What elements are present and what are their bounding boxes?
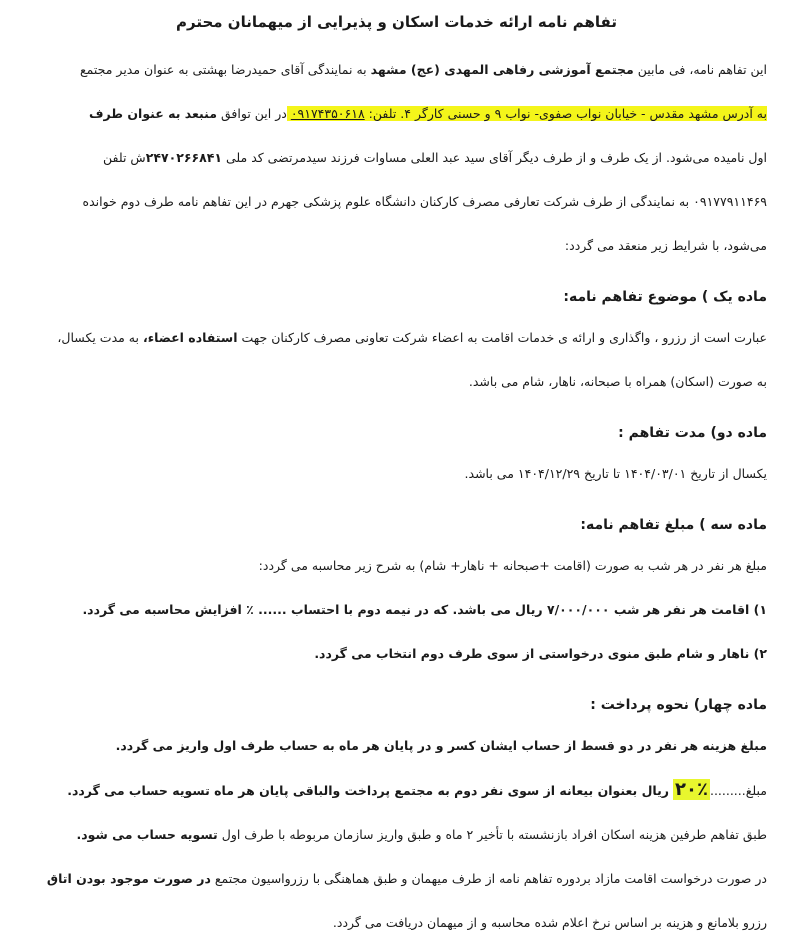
section-4-heading: ماده چهار) نحوه پرداخت : [590, 697, 767, 713]
phone-number: ۰۹۱۷۴۳۵۰۶۱۸ [290, 106, 365, 121]
address-highlight [287, 106, 767, 121]
section-text: در صورت درخواست اقامت مازاد بردوره تفاهم نامه از طرف میهمان و طبق هماهنگی با رزرواسیون مجتمع [214, 871, 767, 886]
section-text: به مدت یکسال، [57, 330, 139, 345]
intro-line-5: می‌شود، با شرایط زیر منعقد می گردد: [564, 238, 767, 253]
section-3-heading: ماده سه ) مبلغ تفاهم نامه: [580, 517, 767, 533]
intro-line-2 [26, 92, 767, 136]
intro-line-4 [26, 180, 767, 224]
section-2-body [26, 452, 767, 496]
blank-field: ...... [258, 602, 287, 617]
section-4-line-3 [26, 813, 767, 857]
section-4-line-1: مبلغ هزینه هر نفر در دو قسط از حساب ایشان کسر و در پایان هر ماه به حساب طرف اول واریز می گردد. [115, 738, 767, 753]
intro-paragraph [26, 48, 767, 268]
deposit-percent: ٪۲۰ [674, 779, 708, 800]
section-3-body [26, 544, 767, 676]
section-4-line-2 [26, 768, 767, 813]
intro-text: ش تلفن [102, 150, 146, 165]
section-text: ۱) اقامت هر نفر هر شب ۷/۰۰۰/۰۰۰ ریال می باشد. که در نیمه دوم با احتساب [291, 602, 767, 617]
section-text-bold: تسویه حساب می شود. [76, 827, 218, 842]
intro-text: در این توافق [221, 106, 287, 121]
section-4-line-5: رزرو بلامانع و هزینه بر اساس نرخ اعلام شده محاسبه و از میهمان دریافت می گردد. [332, 915, 767, 930]
blank-field: ......... [709, 783, 746, 798]
second-phone-number: ۰۹۱۷۷۹۱۱۴۶۹ [693, 194, 767, 209]
national-id: ۲۴۷۰۲۶۶۸۴۱ [145, 150, 222, 165]
section-1-line-1 [26, 316, 767, 360]
section-text: ٪ افزایش محاسبه می گردد. [82, 602, 254, 617]
section-text-bold: استفاده اعضاء، [142, 330, 238, 345]
section-4-body [26, 724, 767, 945]
section-text: مبلغ [745, 783, 767, 798]
section-1-body [26, 316, 767, 404]
section-text-bold: در صورت موجود بودن اتاق [46, 871, 211, 886]
section-2-line-1: یکسال از تاریخ ۱۴۰۴/۰۳/۰۱ تا تاریخ ۱۴۰۴/۱۲/۲۹ می باشد. [464, 466, 767, 481]
section-3-line-2 [26, 588, 767, 632]
section-1-heading: ماده یک ) موضوع تفاهم نامه: [563, 289, 767, 305]
section-text: طبق تفاهم طرفین هزینه اسکان افراد بازنشسته با تأخیر ۲ ماه و طبق واریز سازمان مربوطه با طرف اول [221, 827, 767, 842]
section-3-line-1: مبلغ هر نفر در هر شب به صورت (اقامت +صبحانه + ناهار+ شام) به شرح زیر محاسبه می گردد: [258, 558, 767, 573]
section-4-line-4 [26, 857, 767, 901]
section-text-bold: ریال بعنوان بیعانه از سوی نفر دوم به مجتمع پرداخت والباقی پایان هر ماه تسویه حساب می گردد. [67, 783, 669, 798]
intro-line-3 [26, 136, 767, 180]
address-text: به آدرس مشهد مقدس - خیابان نواب صفوی- نواب ۹ و حسنی کارگر ۴. تلفن: [368, 106, 767, 121]
first-party-name: مجتمع آموزشی رفاهی المهدی (عج) مشهد [370, 62, 634, 77]
intro-text-bold: منبعد به عنوان طرف [88, 106, 218, 121]
intro-text: به نمایندگی از طرف شرکت تعارفی مصرف کارکنان دانشگاه علوم پزشکی جهرم در این تفاهم نامه طرف دوم خوانده [82, 194, 690, 209]
section-3-line-3: ۲) ناهار و شام طبق منوی درخواستی از سوی طرف دوم انتخاب می گردد. [314, 646, 767, 661]
intro-text: اول نامیده می‌شود. از یک طرف و از طرف دیگر آقای سید عبد العلی مساوات فرزند سیدمرتضی کد ملی [225, 150, 767, 165]
intro-line-1 [26, 48, 767, 92]
intro-text: این تفاهم نامه، فی مابین [637, 62, 767, 77]
section-2-heading: ماده دو) مدت تفاهم : [618, 425, 767, 441]
section-text: عبارت است از رزرو ، واگذاری و ارائه ی خدمات اقامت به اعضاء شرکت تعاونی مصرف کارکنان جهت [241, 330, 767, 345]
section-1-line-2: به صورت (اسکان) همراه با صبحانه، ناهار، شام می باشد. [468, 374, 767, 389]
intro-text: به نمایندگی آقای حمیدرضا بهشتی به عنوان مدیر مجتمع [80, 62, 367, 77]
document-title: تفاهم نامه ارائه خدمات اسکان و پذیرایی از میهمانان محترم [176, 13, 617, 31]
